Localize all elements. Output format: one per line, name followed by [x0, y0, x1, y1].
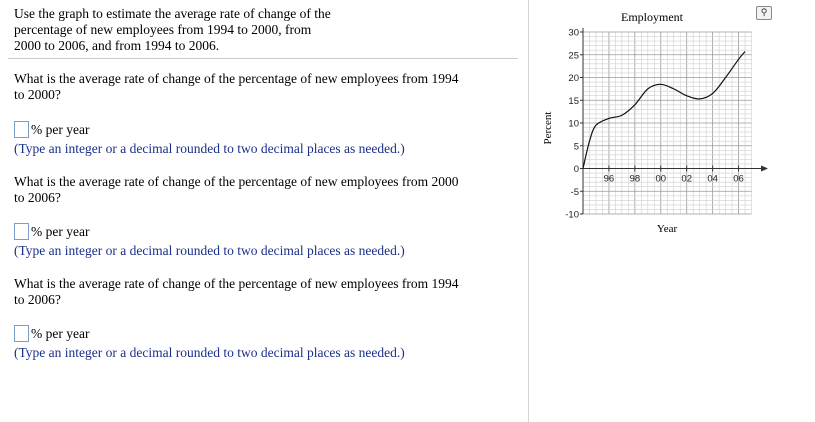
problem-line-1: Use the graph to estimate the average rate of change of the: [14, 6, 331, 21]
chart-title: Employment: [621, 10, 683, 24]
answer-hint-3: (Type an integer or a decimal rounded to two decimal places as needed.): [14, 345, 405, 360]
question-3-line-1: What is the average rate of change of the percentage of new employees from 1994: [14, 276, 459, 291]
x-tick-label: 02: [681, 173, 692, 185]
question-1-line-1: What is the average rate of change of the percentage of new employees from 1994: [14, 71, 459, 86]
question-2-line-2: to 2006?: [14, 189, 61, 205]
answer-unit-2: % per year: [31, 223, 90, 239]
y-tick-label: 30: [568, 27, 579, 39]
answer-hint-2: (Type an integer or a decimal rounded to two decimal places as needed.): [14, 243, 405, 258]
x-tick-label: 98: [629, 173, 641, 185]
y-axis-label: Percent: [542, 111, 554, 145]
y-tick-label: 0: [573, 164, 579, 175]
question-1-line-2: to 2000?: [14, 86, 61, 102]
answer-unit-3: % per year: [31, 325, 90, 341]
question-1: [14, 71, 514, 102]
answer-hint-1: (Type an integer or a decimal rounded to two decimal places as needed.): [14, 141, 405, 156]
employment-series-line: [583, 52, 745, 169]
x-tick-label: 04: [707, 173, 718, 185]
x-axis-arrow: [761, 166, 768, 172]
question-2-line-1: What is the average rate of change of the percentage of new employees from 2000: [14, 174, 459, 189]
y-tick-label: -10: [565, 209, 579, 221]
y-tick-label: 25: [568, 50, 579, 62]
answer-unit-1: % per year: [31, 121, 90, 137]
magnifier-icon[interactable]: ⚲: [756, 6, 772, 20]
problem-line-3: 2000 to 2006, and from 1994 to 2006.: [14, 38, 220, 53]
y-tick-label: -5: [570, 186, 579, 198]
question-3: [14, 276, 514, 307]
answer-input-3[interactable]: [14, 325, 29, 342]
x-axis-label: Year: [656, 223, 678, 235]
problem-statement: [14, 6, 514, 54]
x-tick-label: 96: [603, 173, 615, 185]
answer-row-2: [14, 223, 89, 240]
question-2: [14, 174, 514, 205]
problem-line-2: percentage of new employees from 1994 to 2000, from: [14, 22, 312, 37]
separator: [8, 58, 518, 59]
y-tick-label: 20: [568, 73, 579, 84]
answer-input-1[interactable]: [14, 121, 29, 138]
answer-row-3: [14, 325, 89, 342]
question-3-line-2: to 2006?: [14, 291, 61, 307]
y-tick-label: 5: [573, 141, 579, 153]
answer-input-2[interactable]: [14, 223, 29, 240]
y-tick-label: 15: [568, 95, 579, 107]
y-tick-label: 10: [568, 118, 579, 130]
x-tick-label: 00: [655, 173, 667, 185]
x-tick-label: 06: [733, 173, 744, 185]
answer-row-1: [14, 121, 89, 138]
panel-divider: [528, 0, 529, 422]
